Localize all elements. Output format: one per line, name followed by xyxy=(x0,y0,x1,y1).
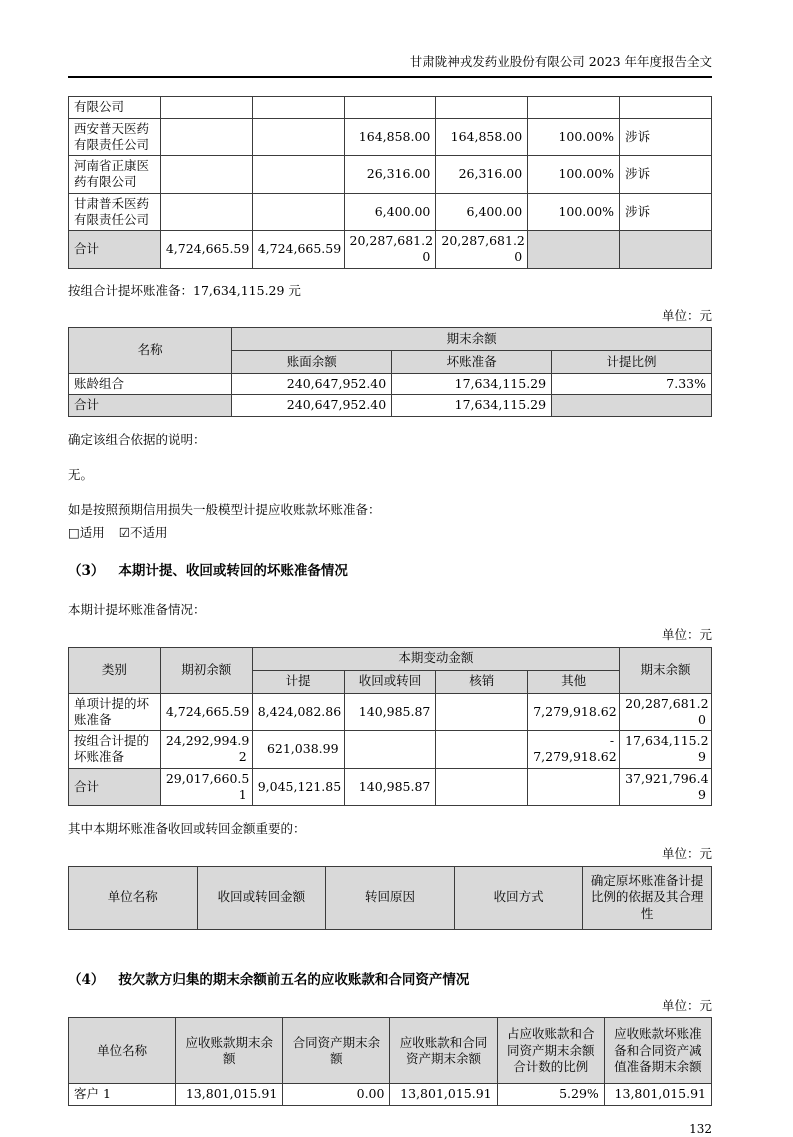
table-cell: 164,858.00 xyxy=(344,118,436,156)
section-number: （3） xyxy=(68,562,105,579)
table-cell: 140,985.87 xyxy=(344,768,436,806)
table-cell xyxy=(528,231,620,269)
table-cell: 单项计提的坏账准备 xyxy=(69,693,161,731)
table-cell: 合计 xyxy=(69,231,161,269)
column-header: 单位名称 xyxy=(69,1018,176,1084)
table-cell xyxy=(252,193,344,231)
table-cell: - 7,279,918.62 xyxy=(528,731,620,769)
table-header-row xyxy=(69,647,712,670)
table-header-row xyxy=(69,328,712,351)
table-cell: 100.00% xyxy=(528,156,620,194)
table-cell: 4,724,665.59 xyxy=(160,693,252,731)
table-cell: 20,287,681.2 0 xyxy=(436,231,528,269)
portfolio-provision-note: 按组合计提坏账准备：17,634,115.29 元 xyxy=(68,282,301,298)
unit-label: 单位：元 xyxy=(661,627,712,643)
column-header: 确定原坏账准备计提比例的依据及其合理性 xyxy=(583,866,712,929)
table-row xyxy=(69,156,712,194)
column-header: 计提 xyxy=(252,670,344,693)
table-cell xyxy=(552,395,712,416)
column-header: 应收账款期末余额 xyxy=(176,1018,283,1084)
table-cell: 100.00% xyxy=(528,118,620,156)
significant-recovery-table xyxy=(68,866,712,930)
column-header: 期末余额 xyxy=(620,647,712,693)
table-cell: 6,400.00 xyxy=(436,193,528,231)
table-row xyxy=(69,731,712,769)
column-header: 转回原因 xyxy=(326,866,455,929)
table-cell: 合计 xyxy=(69,395,232,416)
section-title: 本期计提、收回或转回的坏账准备情况 xyxy=(118,562,348,579)
table-row xyxy=(69,1084,712,1105)
table-cell xyxy=(620,231,712,269)
checkbox-applicable: □适用 xyxy=(68,525,105,541)
table-cell: 甘肃普禾医药有限责任公司 xyxy=(69,193,161,231)
table-cell: 客户 1 xyxy=(69,1084,176,1105)
none-note: 无。 xyxy=(68,466,94,482)
table-cell xyxy=(160,193,252,231)
significant-recovery-note: 其中本期坏账准备收回或转回金额重要的： xyxy=(68,821,306,837)
table-cell: 账龄组合 xyxy=(69,374,232,395)
table-cell xyxy=(160,118,252,156)
table-cell: 26,316.00 xyxy=(436,156,528,194)
table-cell xyxy=(436,97,528,118)
table-cell: 8,424,082.86 xyxy=(252,693,344,731)
table-header-row xyxy=(69,1018,712,1084)
table-row xyxy=(69,193,712,231)
column-header: 名称 xyxy=(69,328,232,374)
table-cell: 4,724,665.59 xyxy=(160,231,252,269)
column-header: 计提比例 xyxy=(552,351,712,374)
table-total-row xyxy=(69,395,712,416)
checkbox-not-applicable: ☑不适用 xyxy=(118,525,168,541)
column-header: 应收账款和合同资产期末余额 xyxy=(390,1018,497,1084)
table-row xyxy=(69,693,712,731)
table-cell: 24,292,994.9 2 xyxy=(160,731,252,769)
table-cell xyxy=(344,731,436,769)
table-cell: 37,921,796.4 9 xyxy=(620,768,712,806)
column-header: 账面余额 xyxy=(232,351,392,374)
table-cell: 河南省正康医药有限公司 xyxy=(69,156,161,194)
table-cell xyxy=(160,97,252,118)
table-cell: 有限公司 xyxy=(69,97,161,118)
table-cell: 26,316.00 xyxy=(344,156,436,194)
column-header: 单位名称 xyxy=(69,866,198,929)
table-cell: 4,724,665.59 xyxy=(252,231,344,269)
current-provision-note: 本期计提坏账准备情况： xyxy=(68,602,206,618)
table-cell: 13,801,015.91 xyxy=(176,1084,283,1105)
table-cell xyxy=(528,97,620,118)
table-total-row xyxy=(69,231,712,269)
table-cell: 涉诉 xyxy=(620,156,712,194)
section-number: （4） xyxy=(68,971,105,988)
table-cell: 20,287,681.2 0 xyxy=(344,231,436,269)
litigation-receivables-table xyxy=(68,96,712,268)
table-cell: 17,634,115.29 xyxy=(392,395,552,416)
table-row xyxy=(69,118,712,156)
applicability-checkboxes xyxy=(68,525,712,541)
column-header: 其他 xyxy=(528,670,620,693)
page-number: 132 xyxy=(689,1121,712,1136)
table-cell: 13,801,015.91 xyxy=(390,1084,497,1105)
table-cell: 西安普天医药有限责任公司 xyxy=(69,118,161,156)
table-cell xyxy=(252,156,344,194)
table-cell xyxy=(436,731,528,769)
table-cell xyxy=(620,97,712,118)
table-row xyxy=(69,374,712,395)
expected-credit-loss-note: 如是按照预期信用损失一般模型计提应收账款坏账准备： xyxy=(68,502,381,517)
column-header: 收回或转回金额 xyxy=(197,866,326,929)
column-header: 应收账款坏账准备和合同资产减值准备期末余额 xyxy=(604,1018,711,1084)
table-cell: 140,985.87 xyxy=(344,693,436,731)
table-cell: 20,287,681.2 0 xyxy=(620,693,712,731)
report-header xyxy=(68,0,712,78)
basis-explanation-note: 确定该组合依据的说明： xyxy=(68,431,206,447)
column-header: 期末余额 xyxy=(232,328,712,351)
table-cell: 6,400.00 xyxy=(344,193,436,231)
table-cell: 9,045,121.85 xyxy=(252,768,344,806)
table-cell xyxy=(160,156,252,194)
portfolio-provision-table xyxy=(68,327,712,417)
table-cell: 7,279,918.62 xyxy=(528,693,620,731)
table-cell xyxy=(436,768,528,806)
table-cell: 7.33% xyxy=(552,374,712,395)
column-header: 占应收账款和合同资产期末余额合计数的比例 xyxy=(497,1018,604,1084)
column-header: 类别 xyxy=(69,647,161,693)
column-header: 收回方式 xyxy=(454,866,583,929)
report-title: 甘肃陇神戎发药业股份有限公司 2023 年年度报告全文 xyxy=(409,54,712,69)
section-3-heading xyxy=(68,563,712,581)
table-cell: 240,647,952.40 xyxy=(232,395,392,416)
unit-label: 单位：元 xyxy=(661,846,712,862)
table-cell: 5.29% xyxy=(497,1084,604,1105)
column-header: 坏账准备 xyxy=(392,351,552,374)
column-header: 核销 xyxy=(436,670,528,693)
column-header: 合同资产期末余额 xyxy=(283,1018,390,1084)
top-five-receivables-table xyxy=(68,1017,712,1105)
table-cell xyxy=(528,768,620,806)
table-total-row xyxy=(69,768,712,806)
provision-changes-table xyxy=(68,647,712,807)
table-cell: 涉诉 xyxy=(620,193,712,231)
column-header: 收回或转回 xyxy=(344,670,436,693)
table-cell xyxy=(436,693,528,731)
unit-label: 单位：元 xyxy=(661,998,712,1014)
table-cell: 合计 xyxy=(69,768,161,806)
section-4-heading xyxy=(68,972,712,990)
table-cell: 按组合计提的坏账准备 xyxy=(69,731,161,769)
table-cell: 17,634,115.2 9 xyxy=(620,731,712,769)
table-cell: 0.00 xyxy=(283,1084,390,1105)
unit-label: 单位：元 xyxy=(661,307,712,323)
table-cell: 164,858.00 xyxy=(436,118,528,156)
table-cell: 240,647,952.40 xyxy=(232,374,392,395)
column-header: 期初余额 xyxy=(160,647,252,693)
table-cell: 29,017,660.5 1 xyxy=(160,768,252,806)
section-title: 按欠款方归集的期末余额前五名的应收账款和合同资产情况 xyxy=(118,971,470,988)
table-cell xyxy=(252,97,344,118)
page-content xyxy=(68,0,712,1137)
table-row xyxy=(69,97,712,118)
table-cell: 13,801,015.91 xyxy=(604,1084,711,1105)
table-cell: 17,634,115.29 xyxy=(392,374,552,395)
table-cell: 621,038.99 xyxy=(252,731,344,769)
table-header-row xyxy=(69,866,712,929)
table-cell xyxy=(344,97,436,118)
column-header: 本期变动金额 xyxy=(252,647,619,670)
table-cell: 涉诉 xyxy=(620,118,712,156)
table-cell xyxy=(252,118,344,156)
table-cell: 100.00% xyxy=(528,193,620,231)
